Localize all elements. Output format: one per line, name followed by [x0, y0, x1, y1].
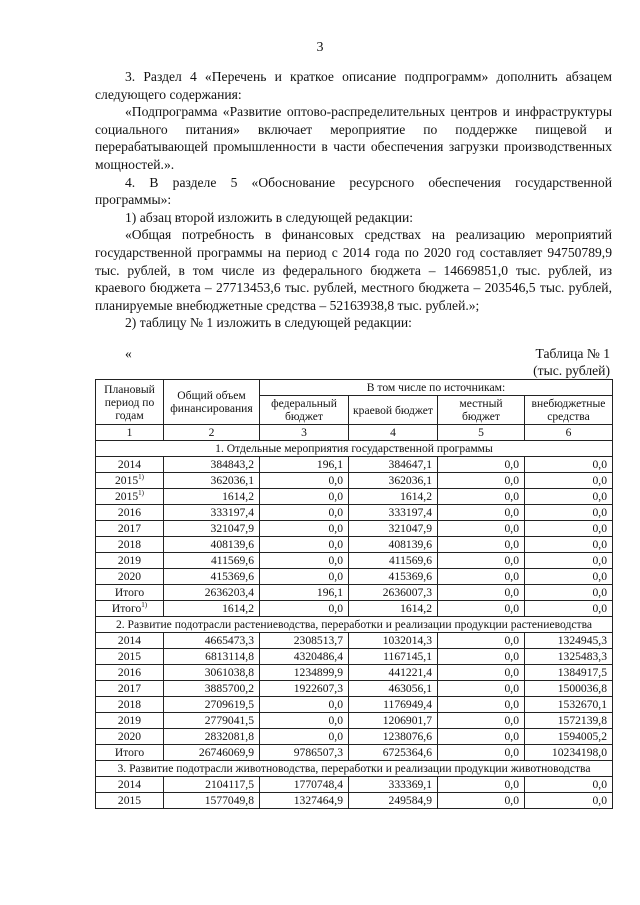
- column-number: 6: [525, 425, 613, 441]
- federal-cell: 2308513,7: [260, 633, 349, 649]
- total-cell: 321047,9: [164, 521, 260, 537]
- section-header-row: [96, 441, 613, 457]
- period-cell: [96, 729, 164, 745]
- table-row: [96, 537, 613, 553]
- extrabudgetary-cell: 0,0: [525, 777, 613, 793]
- footnote-marker: 1): [138, 489, 145, 498]
- federal-cell: 1327464,9: [260, 793, 349, 809]
- table-row: [96, 505, 613, 521]
- federal-cell: 0,0: [260, 697, 349, 713]
- regional-cell: 411569,6: [349, 553, 438, 569]
- total-cell: 333197,4: [164, 505, 260, 521]
- total-cell: 362036,1: [164, 473, 260, 489]
- table-row: [96, 665, 613, 681]
- table-header-row: [96, 380, 613, 396]
- federal-cell: 0,0: [260, 553, 349, 569]
- regional-cell: 362036,1: [349, 473, 438, 489]
- table-body: [96, 441, 613, 809]
- period-cell: [96, 537, 164, 553]
- extrabudgetary-cell: 0,0: [525, 569, 613, 585]
- regional-cell: 384647,1: [349, 457, 438, 473]
- federal-cell: 0,0: [260, 601, 349, 617]
- extrabudgetary-cell: 0,0: [525, 553, 613, 569]
- federal-cell: 196,1: [260, 457, 349, 473]
- header-local: местный бюджет: [438, 396, 525, 425]
- extrabudgetary-cell: 1325483,3: [525, 649, 613, 665]
- local-cell: 0,0: [438, 537, 525, 553]
- table-caption-row: [95, 345, 612, 379]
- federal-cell: 9786507,3: [260, 745, 349, 761]
- regional-cell: 415369,6: [349, 569, 438, 585]
- header-total: Общий объем финансирования: [164, 380, 260, 425]
- local-cell: 0,0: [438, 745, 525, 761]
- regional-cell: 249584,9: [349, 793, 438, 809]
- federal-cell: 1234899,9: [260, 665, 349, 681]
- period-cell: [96, 697, 164, 713]
- table-row: [96, 601, 613, 617]
- total-cell: 2636203,4: [164, 585, 260, 601]
- period-label: Итого: [111, 602, 142, 615]
- regional-cell: 441221,4: [349, 665, 438, 681]
- total-cell: 3061038,8: [164, 665, 260, 681]
- period-label: 2015: [117, 650, 142, 663]
- section-header-row: [96, 617, 613, 633]
- total-cell: 2709619,5: [164, 697, 260, 713]
- footnote-marker: 1): [141, 601, 148, 610]
- period-label: 2016: [117, 666, 142, 679]
- extrabudgetary-cell: 1532670,1: [525, 697, 613, 713]
- header-period: Плановый период по годам: [96, 380, 164, 425]
- table-row: [96, 633, 613, 649]
- total-cell: 1614,2: [164, 489, 260, 505]
- period-cell: [96, 713, 164, 729]
- period-cell: [96, 489, 164, 505]
- total-cell: 1614,2: [164, 601, 260, 617]
- period-label: Итого: [114, 746, 145, 759]
- period-label: 2014: [117, 458, 142, 471]
- period-cell: [96, 569, 164, 585]
- federal-cell: 0,0: [260, 505, 349, 521]
- local-cell: 0,0: [438, 489, 525, 505]
- regional-cell: 1032014,3: [349, 633, 438, 649]
- local-cell: 0,0: [438, 697, 525, 713]
- period-cell: [96, 601, 164, 617]
- extrabudgetary-cell: 1384917,5: [525, 665, 613, 681]
- paragraph-section-4: 4. В разделе 5 «Обоснование ресурсного обеспечения государственной программы»:: [95, 174, 612, 208]
- total-cell: 411569,6: [164, 553, 260, 569]
- federal-cell: 1922607,3: [260, 681, 349, 697]
- local-cell: 0,0: [438, 553, 525, 569]
- header-regional: краевой бюджет: [349, 396, 438, 425]
- total-cell: 408139,6: [164, 537, 260, 553]
- local-cell: 0,0: [438, 729, 525, 745]
- regional-cell: 333369,1: [349, 777, 438, 793]
- extrabudgetary-cell: 0,0: [525, 793, 613, 809]
- regional-cell: 2636007,3: [349, 585, 438, 601]
- regional-cell: 463056,1: [349, 681, 438, 697]
- total-cell: 2832081,8: [164, 729, 260, 745]
- period-cell: [96, 585, 164, 601]
- federal-cell: 0,0: [260, 729, 349, 745]
- section-title: 1. Отдельные мероприятия государственной программы: [96, 441, 613, 457]
- local-cell: 0,0: [438, 633, 525, 649]
- extrabudgetary-cell: 1500036,8: [525, 681, 613, 697]
- column-number: 3: [260, 425, 349, 441]
- extrabudgetary-cell: 1594005,2: [525, 729, 613, 745]
- regional-cell: 1614,2: [349, 489, 438, 505]
- regional-cell: 1614,2: [349, 601, 438, 617]
- extrabudgetary-cell: 1324945,3: [525, 633, 613, 649]
- total-cell: 2779041,5: [164, 713, 260, 729]
- period-label: 2020: [117, 570, 142, 583]
- local-cell: 0,0: [438, 777, 525, 793]
- table-row: [96, 569, 613, 585]
- federal-cell: 1770748,4: [260, 777, 349, 793]
- federal-cell: 0,0: [260, 713, 349, 729]
- paragraph-section-3: 3. Раздел 4 «Перечень и краткое описание подпрограмм» дополнить абзацем следующего содержания:: [95, 69, 612, 102]
- regional-cell: 6725364,6: [349, 745, 438, 761]
- extrabudgetary-cell: 10234198,0: [525, 745, 613, 761]
- regional-cell: 1167145,1: [349, 649, 438, 665]
- federal-cell: 0,0: [260, 521, 349, 537]
- table-row: [96, 697, 613, 713]
- header-extrabudgetary: внебюджетные средства: [525, 396, 613, 425]
- period-label: 2017: [117, 522, 142, 535]
- period-cell: [96, 745, 164, 761]
- local-cell: 0,0: [438, 457, 525, 473]
- period-label: 2015: [117, 794, 142, 807]
- total-cell: 2104117,5: [164, 777, 260, 793]
- regional-cell: 1206901,7: [349, 713, 438, 729]
- open-quote-mark: «: [125, 346, 132, 361]
- period-label: 2018: [117, 538, 142, 551]
- table-row: [96, 745, 613, 761]
- extrabudgetary-cell: 1572139,8: [525, 713, 613, 729]
- table-caption: [533, 345, 610, 379]
- footnote-marker: 1): [138, 473, 145, 482]
- section-header-row: [96, 761, 613, 777]
- period-cell: [96, 777, 164, 793]
- header-federal: федеральный бюджет: [260, 396, 349, 425]
- regional-cell: 1238076,6: [349, 729, 438, 745]
- regional-cell: 1176949,4: [349, 697, 438, 713]
- period-label: 2018: [117, 698, 142, 711]
- period-cell: [96, 505, 164, 521]
- period-label: 2015: [114, 474, 139, 487]
- local-cell: 0,0: [438, 585, 525, 601]
- total-cell: 384843,2: [164, 457, 260, 473]
- table-row: [96, 553, 613, 569]
- federal-cell: 0,0: [260, 569, 349, 585]
- column-number: 5: [438, 425, 525, 441]
- total-cell: 6813114,8: [164, 649, 260, 665]
- table-row: [96, 729, 613, 745]
- paragraph-item-2: 2) таблицу № 1 изложить в следующей редакции:: [125, 315, 412, 331]
- table-title: Таблица № 1: [535, 346, 610, 361]
- table-row: [96, 649, 613, 665]
- local-cell: 0,0: [438, 793, 525, 809]
- local-cell: 0,0: [438, 569, 525, 585]
- column-number-row: [96, 425, 613, 441]
- document-body: [95, 68, 612, 332]
- column-number: 4: [349, 425, 438, 441]
- table-row: [96, 473, 613, 489]
- local-cell: 0,0: [438, 713, 525, 729]
- local-cell: 0,0: [438, 521, 525, 537]
- page-number: 3: [316, 40, 324, 55]
- period-label: 2014: [117, 778, 142, 791]
- local-cell: 0,0: [438, 601, 525, 617]
- period-cell: [96, 681, 164, 697]
- period-label: 2019: [117, 554, 142, 567]
- period-cell: [96, 553, 164, 569]
- extrabudgetary-cell: 0,0: [525, 457, 613, 473]
- period-cell: [96, 633, 164, 649]
- table-row: [96, 793, 613, 809]
- regional-cell: 321047,9: [349, 521, 438, 537]
- table-units: (тыс. рублей): [533, 363, 610, 378]
- local-cell: 0,0: [438, 649, 525, 665]
- extrabudgetary-cell: 0,0: [525, 505, 613, 521]
- period-cell: [96, 473, 164, 489]
- local-cell: 0,0: [438, 681, 525, 697]
- header-sources-group: В том числе по источникам:: [260, 380, 613, 396]
- federal-cell: 196,1: [260, 585, 349, 601]
- period-cell: [96, 457, 164, 473]
- period-cell: [96, 665, 164, 681]
- table-row: [96, 713, 613, 729]
- local-cell: 0,0: [438, 505, 525, 521]
- period-label: 2016: [117, 506, 142, 519]
- section-title: 2. Развитие подотрасли растениеводства, переработки и реализации продукции растениеводства: [96, 617, 613, 633]
- federal-cell: 0,0: [260, 537, 349, 553]
- regional-cell: 333197,4: [349, 505, 438, 521]
- extrabudgetary-cell: 0,0: [525, 585, 613, 601]
- section-title: 3. Развитие подотрасли животноводства, переработки и реализации продукции животноводства: [96, 761, 613, 777]
- period-cell: [96, 793, 164, 809]
- table-row: [96, 489, 613, 505]
- table-row: [96, 457, 613, 473]
- federal-cell: 4320486,4: [260, 649, 349, 665]
- table-row: [96, 521, 613, 537]
- extrabudgetary-cell: 0,0: [525, 521, 613, 537]
- table-row: [96, 681, 613, 697]
- extrabudgetary-cell: 0,0: [525, 489, 613, 505]
- extrabudgetary-cell: 0,0: [525, 473, 613, 489]
- local-cell: 0,0: [438, 665, 525, 681]
- table-row: [96, 777, 613, 793]
- period-label: 2014: [117, 634, 142, 647]
- paragraph-item-1: 1) абзац второй изложить в следующей редакции:: [125, 209, 414, 225]
- period-label: 2015: [114, 490, 139, 503]
- total-cell: 3885700,2: [164, 681, 260, 697]
- period-label: 2020: [117, 730, 142, 743]
- period-cell: [96, 649, 164, 665]
- total-cell: 26746069,9: [164, 745, 260, 761]
- paragraph-funding-total: «Общая потребность в финансовых средствах на реализацию мероприятий государственной программы на период с 2014 года по 2020 год составляет 94750789,9 тыс. рублей, в том числе из федерального бюджета – 14669851,0 тыс. рублей, из краевого бюджета – 27713453,6 тыс. рублей, местного бюджета – 203546,5 тыс. рублей, планируемые внебюджетные средства – 52163938,8 тыс. рублей.»;: [95, 227, 612, 313]
- period-label: 2017: [117, 682, 142, 695]
- period-label: 2019: [117, 714, 142, 727]
- regional-cell: 408139,6: [349, 537, 438, 553]
- paragraph-subprogram-quote: «Подпрограмма «Развитие оптово-распределительных центров и инфраструктуры социального питания» включает мероприятие по поддержке пищевой и перерабатывающей промышленности в части обеспечения загрузки производственных мощностей.».: [95, 104, 612, 172]
- federal-cell: 0,0: [260, 473, 349, 489]
- column-number: 2: [164, 425, 260, 441]
- period-cell: [96, 521, 164, 537]
- federal-cell: 0,0: [260, 489, 349, 505]
- funding-table: [95, 379, 613, 809]
- period-label: Итого: [114, 586, 145, 599]
- table-row: [96, 585, 613, 601]
- column-number: 1: [96, 425, 164, 441]
- extrabudgetary-cell: 0,0: [525, 601, 613, 617]
- total-cell: 1577049,8: [164, 793, 260, 809]
- extrabudgetary-cell: 0,0: [525, 537, 613, 553]
- total-cell: 415369,6: [164, 569, 260, 585]
- local-cell: 0,0: [438, 473, 525, 489]
- total-cell: 4665473,3: [164, 633, 260, 649]
